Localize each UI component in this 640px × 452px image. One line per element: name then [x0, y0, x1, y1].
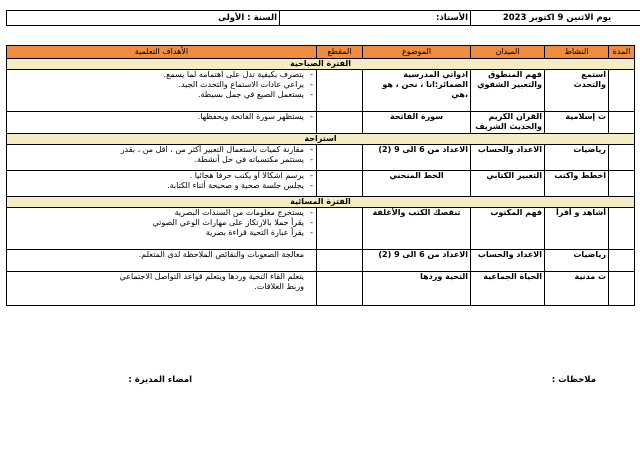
goal-item: - يراعي عادات الاستماع والتحدث الجيد. [9, 80, 304, 90]
goal-item: وربط العلاقات. [254, 282, 304, 291]
goal-item: - يستعمل الصيغ في جمل بسيطة. [9, 90, 304, 100]
table-row [7, 171, 635, 197]
period-break: استراحة [7, 134, 635, 145]
activity-cell: استمع والتحدث [545, 70, 609, 112]
goal-item: يتعلم القاء التحية وردها ويتعلم قواعد التواصل الاجتماعي [119, 272, 304, 281]
date-cell: يوم الاثنين 9 اكتوبر 2023 [471, 11, 640, 26]
table-row [7, 208, 635, 250]
year-cell: السنة : الأولى [7, 11, 280, 26]
goals-cell [7, 208, 317, 250]
goals-cell [7, 145, 317, 171]
topic-cell: تنقصك الكتب والأغلفة [363, 208, 471, 250]
duration-cell [609, 145, 635, 171]
duration-cell [609, 171, 635, 197]
segment-cell [317, 208, 363, 250]
col-header-activity: النشاط [545, 46, 609, 59]
domain-cell: فهم المنطوق والتعبير الشفوي [471, 70, 545, 112]
activity-cell: اخطط واكتب [545, 171, 609, 197]
col-header-domain: الميدان [471, 46, 545, 59]
header-table [6, 10, 640, 26]
activity-cell: أشاهد و أقرأ [545, 208, 609, 250]
col-header-topic: الموضوع [363, 46, 471, 59]
table-header-row [7, 46, 635, 59]
duration-cell [609, 112, 635, 134]
goal-item: - يقرأ عبارة التحية قراءة بصرية [9, 228, 304, 238]
domain-cell: الحياة الجماعية [471, 272, 545, 306]
topic-cell: الاعداد من 6 الى 9 (2) [363, 145, 471, 171]
goal-item: - مقارنة كميات باستعمال التعبير أكثر من ، اقل من ، بقدر [9, 145, 304, 155]
goals-cell [7, 250, 317, 272]
goal-item: - يستثمر مكتسباته في حل أنشطة. [9, 155, 304, 165]
domain-cell: الاعداد والحساب [471, 250, 545, 272]
duration-cell [609, 208, 635, 250]
domain-cell: التعبير الكتابي [471, 171, 545, 197]
goal-item: معالجة الصعوبات والنقائص الملاحظة لدى المتعلم. [138, 250, 304, 259]
segment-cell [317, 250, 363, 272]
domain-cell: فهم المكتوب [471, 208, 545, 250]
topic-cell: سورة الفاتحة [363, 112, 471, 134]
goal-item: - يرسم اشكالا أو يكتب حرفا هجائيا . [9, 171, 304, 181]
domain-cell: الاعداد والحساب [471, 145, 545, 171]
duration-cell [609, 272, 635, 306]
period-evening: الفترة المسائية [7, 197, 635, 208]
topic-cell: الخط المنحني [363, 171, 471, 197]
col-header-duration: المدة [609, 46, 635, 59]
table-row [7, 145, 635, 171]
table-row [7, 70, 635, 112]
topic-cell: التحية وردها [363, 272, 471, 306]
segment-cell [317, 70, 363, 112]
table-row [7, 250, 635, 272]
table-row [7, 272, 635, 306]
goal-item: - يتصرف بكيفية تدل على اهتمامه لما يسمع. [9, 70, 304, 80]
activity-cell: رياضيات [545, 145, 609, 171]
segment-cell [317, 171, 363, 197]
col-header-goals: الأهداف التعلمية [7, 46, 317, 59]
goal-item: - يجلس جلسة صحية و صحيحة أثناء الكتابة. [9, 181, 304, 191]
notes-label: ملاحظات : [551, 375, 596, 385]
director-signature-label: امضاء المديرة : [128, 375, 192, 385]
goal-item: - يقرأ جملا بالارتكاز على مهارات الوعي الصوتي [9, 218, 304, 228]
topic-cell: ادواتي المدرسية الضمائر:انا ، نحن ، هو ،هي [363, 70, 471, 112]
goals-cell [7, 70, 317, 112]
goals-cell [7, 112, 317, 134]
goals-cell [7, 171, 317, 197]
goals-cell [7, 272, 317, 306]
segment-cell [317, 272, 363, 306]
schedule-table [6, 45, 635, 306]
period-morning: الفترة الصباحية [7, 59, 635, 70]
duration-cell [609, 70, 635, 112]
table-row [7, 112, 635, 134]
segment-cell [317, 112, 363, 134]
goal-item: - يستظهر سورة الفاتحة ويحفظها. [9, 112, 304, 122]
activity-cell: ت مدنية [545, 272, 609, 306]
activity-cell: ت إسلامية [545, 112, 609, 134]
topic-cell: الاعداد من 6 الى 9 (2) [363, 250, 471, 272]
activity-cell: رياضيات [545, 250, 609, 272]
duration-cell [609, 250, 635, 272]
segment-cell [317, 145, 363, 171]
goal-item: - يستخرج معلومات من السندات البصرية [9, 208, 304, 218]
teacher-cell: الأستاذ: [280, 11, 471, 26]
domain-cell: القران الكريم والحديث الشريف [471, 112, 545, 134]
col-header-segment: المقطع [317, 46, 363, 59]
